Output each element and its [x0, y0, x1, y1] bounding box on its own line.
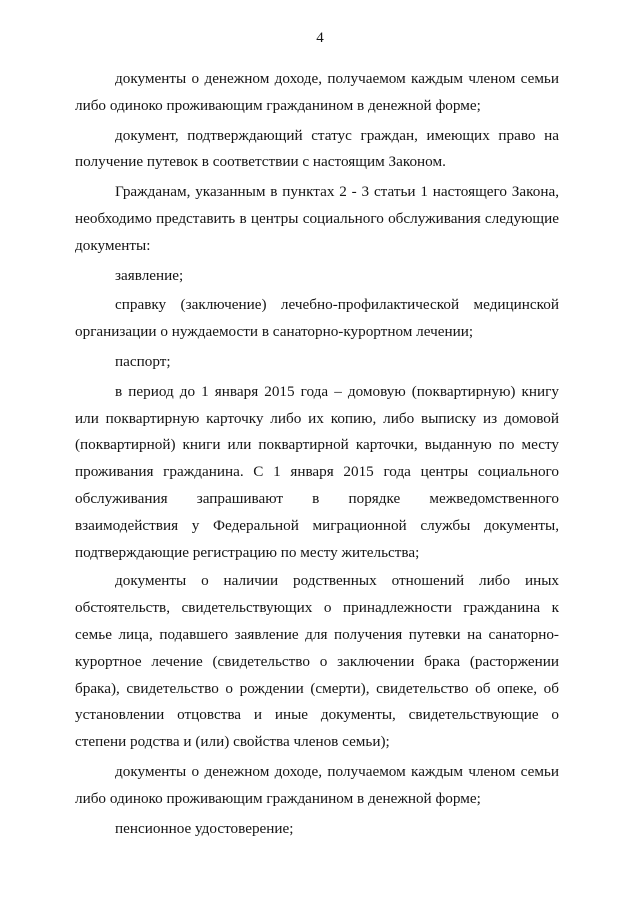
page-number: 4 [316, 30, 324, 46]
document-body [75, 66, 559, 842]
paragraph-income-documents-repeat: документы о денежном доходе, получаемом каждым членом семьи либо одиноко проживающим гражданином в денежной форме; [75, 762, 559, 807]
paragraph-citizens-requirements: Гражданам, указанным в пунктах 2 - 3 статьи 1 настоящего Закона, необходимо представить в центры социального обслуживания следующие документы: [75, 183, 559, 254]
paragraph-house-book: в период до 1 января 2015 года – домовую (поквартирную) книгу или поквартирную карточку либо их копию, либо выписку из домовой (поквартирной) книги или поквартирной карточки, выданную по месту проживания гражданина. С 1 января 2015 года центры социального обслуживания запрашивают в порядке межведомственного взаимодействия у Федеральной миграционной службы документы, подтверждающие регистрацию по месту жительства; [75, 382, 559, 561]
paragraph-pension-certificate: пенсионное удостоверение; [115, 819, 294, 837]
paragraph-kinship-documents: документы о наличии родственных отношений либо иных обстоятельств, свидетельствующих о принадлежности гражданина к семье лица, подавшего заявление для получения путевки на санаторно-курортное лечение (свидетельство о заключении брака (расторжении брака), свидетельство о рождении (смерти), свидетельство об опеке, об установлении отцовства и иные документы, свидетельствующие о степени родства и (или) свойства членов семьи); [75, 572, 559, 751]
paragraph-status-document: документ, подтверждающий статус граждан, имеющих право на получение путевок в соответствии с настоящим Законом. [75, 126, 559, 171]
paragraph-passport: паспорт; [115, 352, 171, 370]
paragraph-medical-certificate: справку (заключение) лечебно-профилактической медицинской организации о нуждаемости в санаторно-курортном лечении; [75, 296, 559, 341]
paragraph-application: заявление; [115, 266, 184, 284]
paragraph-income-documents: документы о денежном доходе, получаемом каждым членом семьи либо одиноко проживающим гражданином в денежной форме; [75, 70, 559, 114]
